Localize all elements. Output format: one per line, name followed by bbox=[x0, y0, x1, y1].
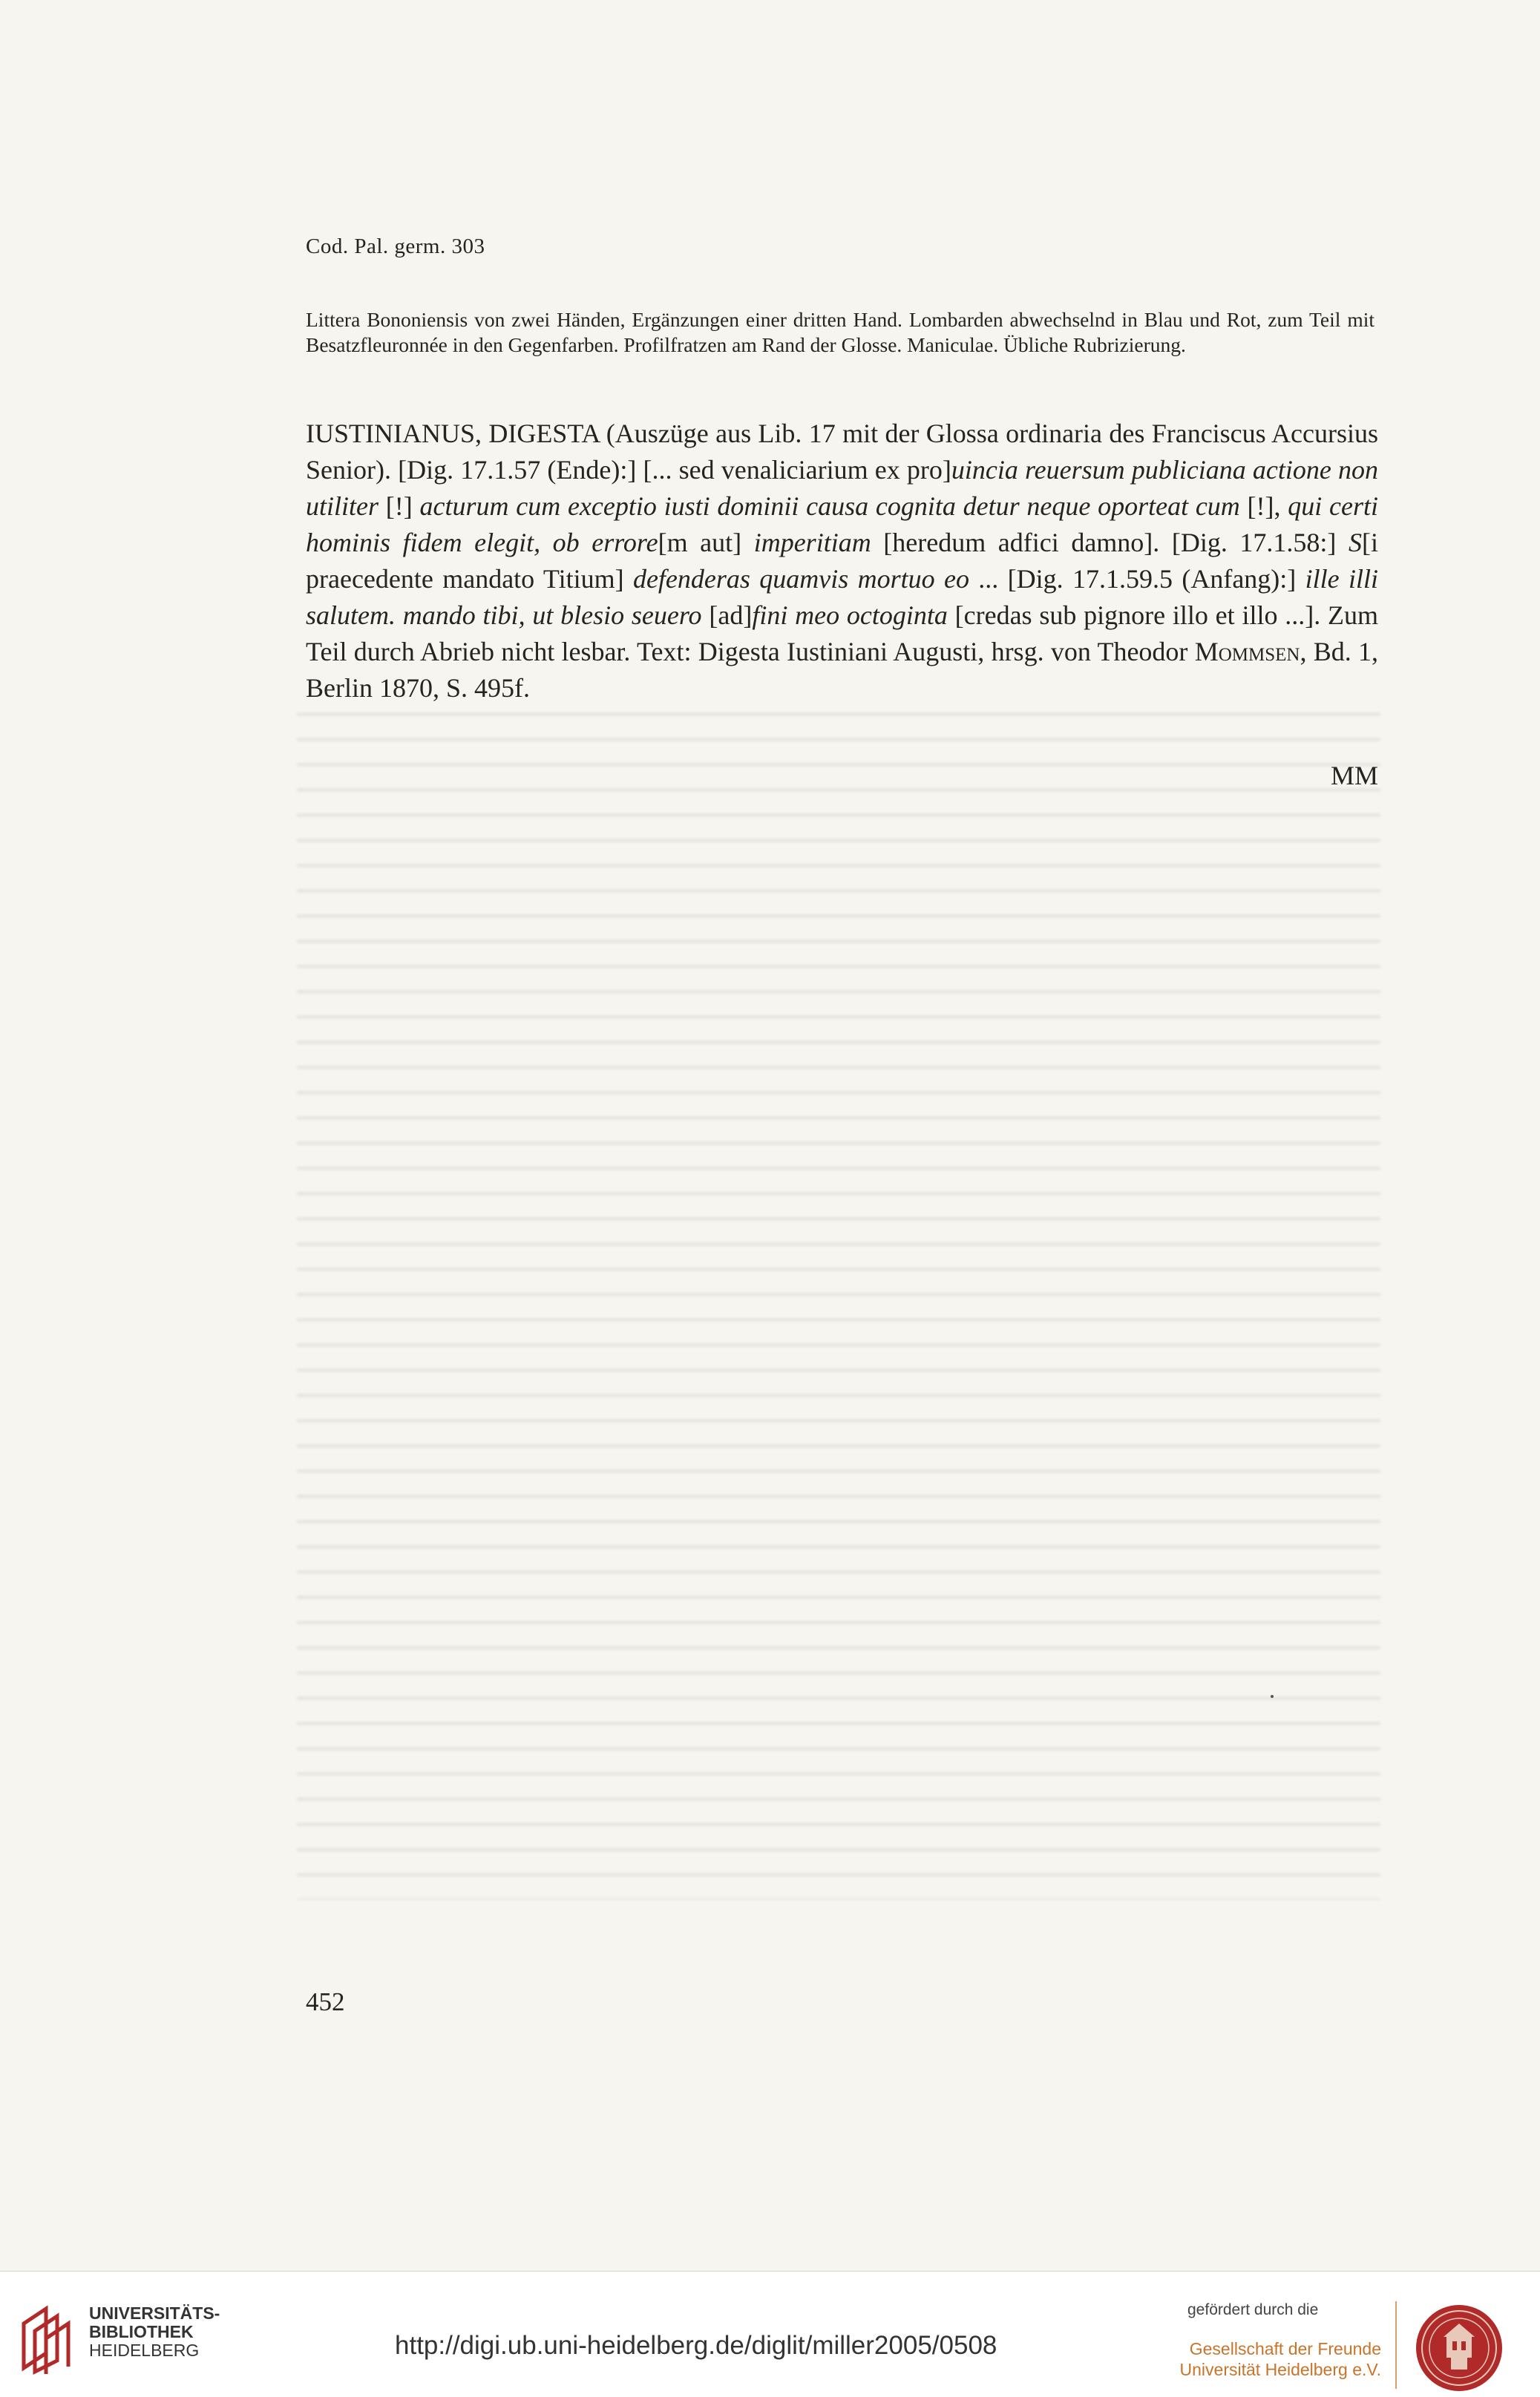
italic-run: ille illi salutem. mando tibi, ut blesio seuero bbox=[306, 564, 1378, 630]
manuscript-description: Littera Bononiensis von zwei Händen, Ergänzungen einer dritten Hand. Lombarden abwechselnd in Blau und Rot, zum Teil mit Besatzfleuronnée in den Gegenfarben. Profilfratzen am Rand der Glosse. Maniculae. Übliche Rubrizierung. bbox=[306, 308, 1374, 356]
library-line-1: UNIVERSITÄTS- bbox=[89, 2303, 220, 2323]
library-line-3: HEIDELBERG bbox=[89, 2341, 200, 2360]
italic-run: S bbox=[1349, 528, 1362, 557]
university-seal-icon[interactable] bbox=[1414, 2303, 1504, 2393]
bleed-through-texture bbox=[297, 712, 1380, 1900]
italic-run: acturum cum exceptio iusti dominii causa cognita detur neque oporteat cum bbox=[419, 491, 1240, 521]
stray-dot bbox=[1271, 1695, 1274, 1698]
page-number: 452 bbox=[306, 1987, 345, 2016]
sponsor-name[interactable] bbox=[1180, 2338, 1381, 2380]
main-entry-text bbox=[306, 416, 1378, 706]
text-run: [!], bbox=[1239, 491, 1288, 521]
italic-run: uincia reuersum publiciana actione non utiliter bbox=[306, 455, 1379, 521]
shelfmark: Cod. Pal. germ. 303 bbox=[306, 235, 485, 258]
library-name[interactable] bbox=[89, 2304, 220, 2360]
sponsor-line-2: Universität Heidelberg e.V. bbox=[1179, 2360, 1381, 2379]
italic-run: imperitiam bbox=[753, 528, 871, 557]
sponsor-line-1: Gesellschaft der Freunde bbox=[1189, 2339, 1381, 2358]
text-run: [!] bbox=[379, 491, 420, 521]
text-run: , Bd. 1, Berlin 1870, S. 495f. bbox=[306, 637, 1379, 703]
text-run: [m aut] bbox=[658, 528, 754, 557]
text-run: [heredum adfici damno]. [Dig. 17.1.58:] bbox=[871, 528, 1349, 557]
sponsor-caption: gefördert durch die bbox=[1187, 2301, 1319, 2318]
text-run: [ad] bbox=[701, 600, 753, 630]
page-url-link[interactable]: http://digi.ub.uni-heidelberg.de/diglit/miller2005/0508 bbox=[395, 2331, 997, 2360]
footer-bar bbox=[0, 2271, 1540, 2397]
italic-run: fini meo octoginta bbox=[752, 600, 948, 630]
text-run: [credas sub pignore illo et illo ...]. Zum Teil durch Abrieb nicht lesbar. Text: Digesta Iustiniani Augusti, hrsg. von Theodor bbox=[306, 600, 1379, 666]
text-run: IUSTINIANUS, DIGESTA (Auszüge aus Lib. 17 mit der Glossa ordinaria des Franciscus Accursius Senior). [Dig. 17.1.57 (Ende):] [... sed venaliciarium ex pro] bbox=[306, 419, 1378, 485]
text-run: ... [Dig. 17.1.59.5 (Anfang):] bbox=[969, 564, 1305, 594]
small-caps-run: Mommsen bbox=[1194, 637, 1300, 666]
italic-run: qui certi hominis fidem elegit, ob errore bbox=[306, 491, 1379, 557]
text-run: [i praecedente mandato Titium] bbox=[306, 528, 1378, 594]
author-initials: MM bbox=[1330, 761, 1378, 790]
ub-logo-icon[interactable] bbox=[16, 2301, 83, 2375]
italic-run: defenderas quamvis mortuo eo bbox=[632, 564, 969, 594]
sponsor-divider bbox=[1395, 2301, 1397, 2389]
library-line-2: BIBLIOTHEK bbox=[89, 2322, 194, 2341]
